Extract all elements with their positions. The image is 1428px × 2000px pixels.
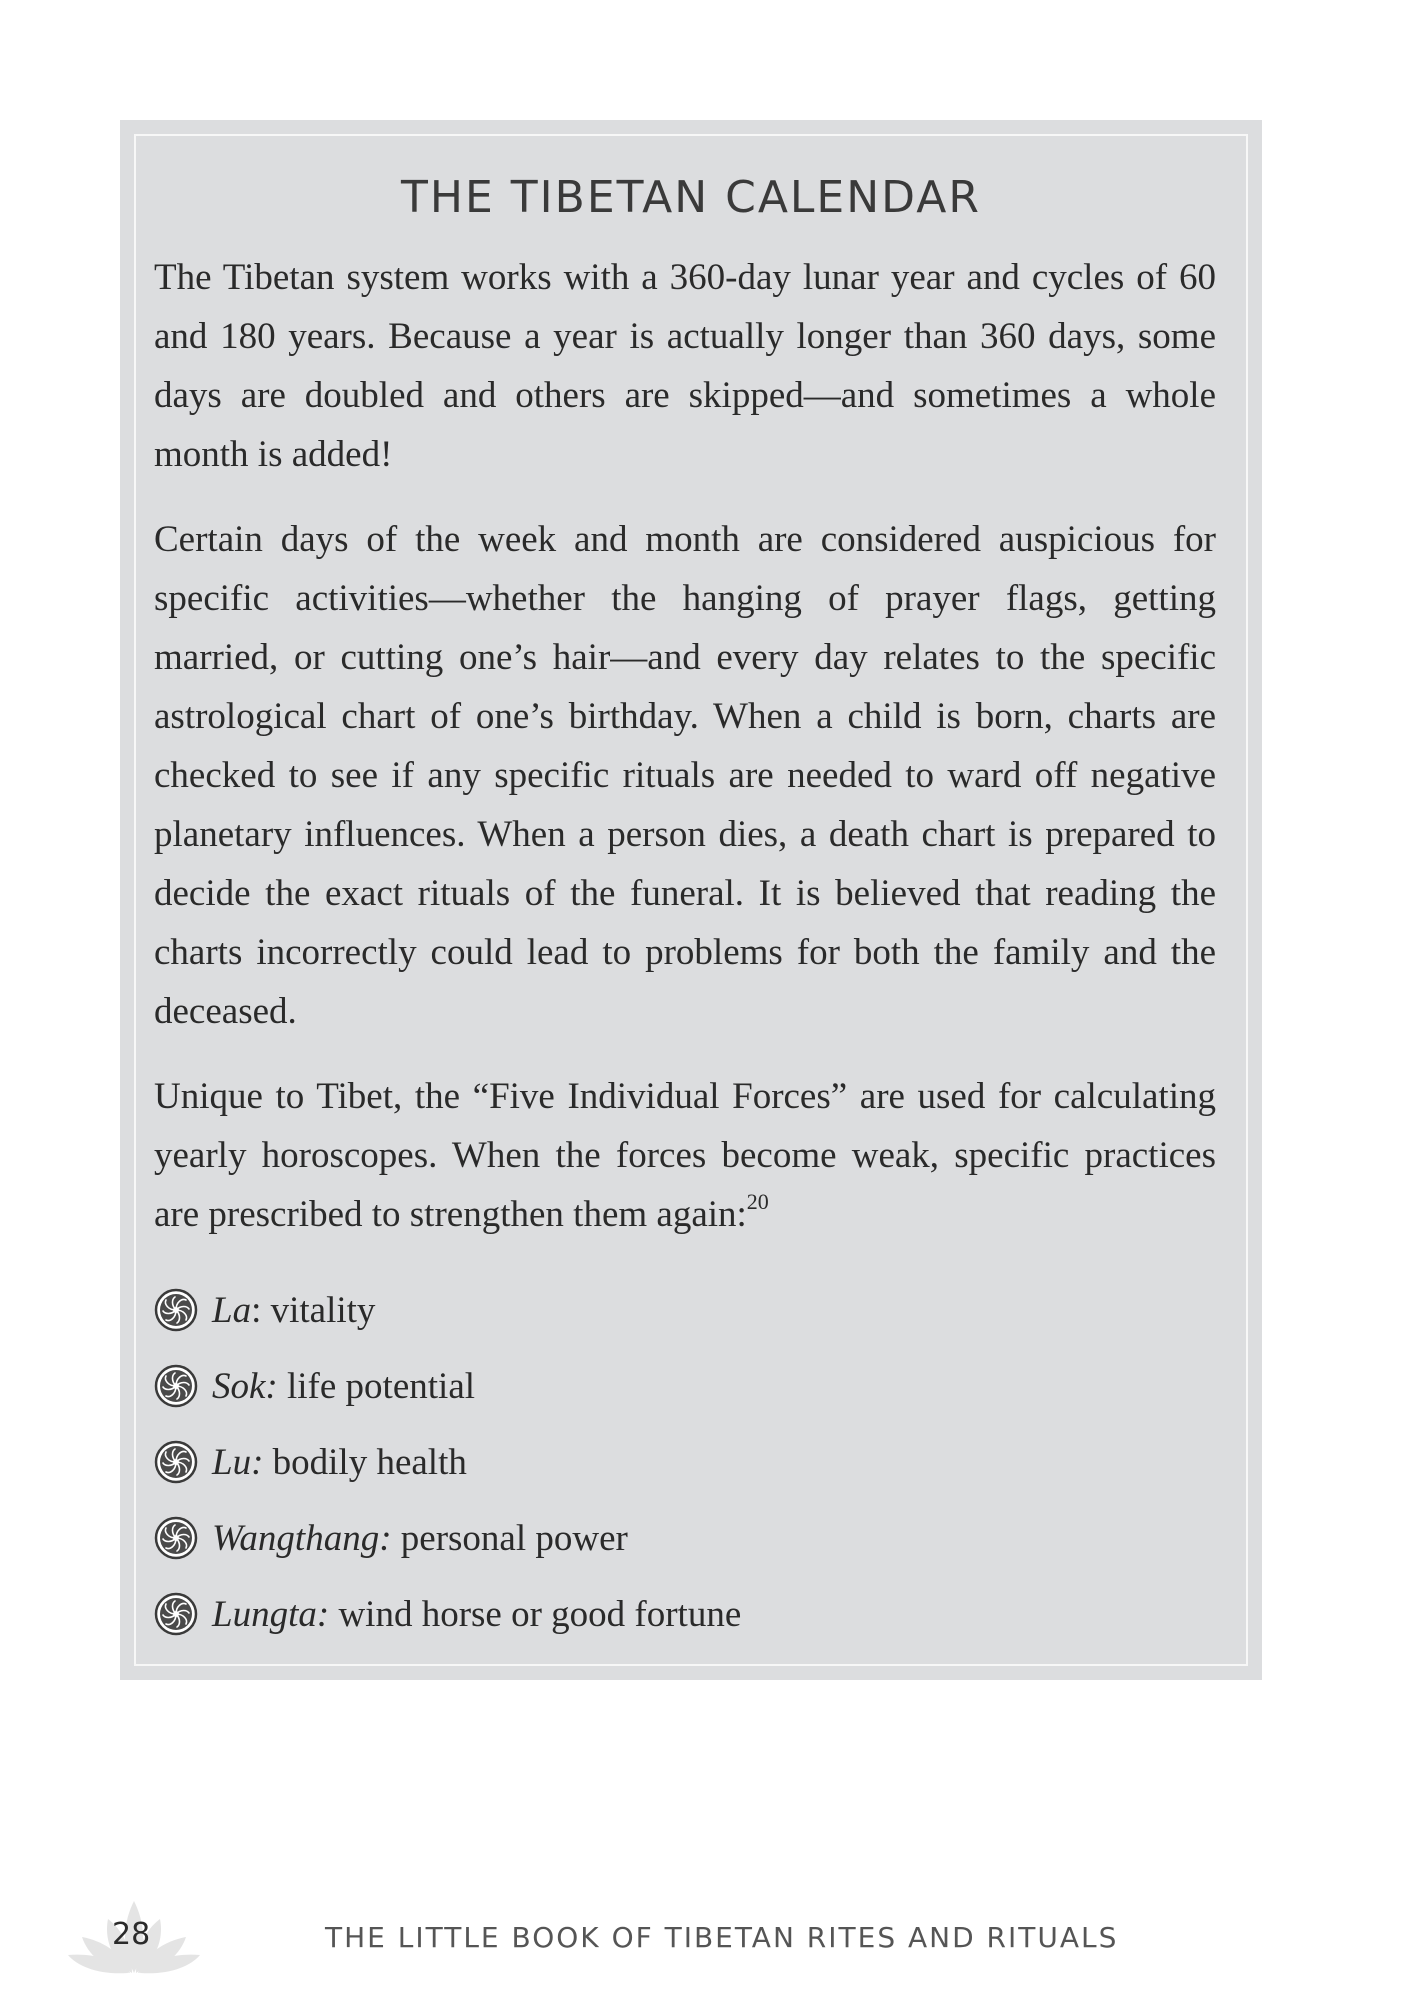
force-separator — [278, 1366, 287, 1407]
page-number: 28 — [112, 1917, 151, 1952]
force-meaning: bodily health — [272, 1441, 467, 1483]
force-meaning: vitality — [270, 1289, 376, 1331]
paragraph-five-forces-text: Unique to Tibet, the “Five Individual Forces” are used for calculating yearly horoscopes. When the forces become weak, specific practices are prescribed to strengthen them again: — [154, 1076, 1216, 1235]
swirl-rosette-icon — [154, 1516, 198, 1560]
paragraph-five-forces — [154, 1067, 1216, 1244]
paragraph-calendar-system: The Tibetan system works with a 360-day lunar year and cycles of 60 and 180 years. Because a year is actually longer than 360 days, some days are doubled and others are skipped—and sometimes a whole month is added! — [154, 257, 1216, 475]
force-term: Lungta: — [212, 1593, 330, 1635]
force-meaning: life potential — [287, 1365, 476, 1407]
list-item — [154, 1348, 1216, 1424]
running-title: THE LITTLE BOOK OF TIBETAN RITES AND RITUALS — [325, 1921, 1119, 1954]
force-meaning: wind horse or good fortune — [338, 1593, 742, 1635]
force-term: Lu: — [212, 1441, 264, 1483]
swirl-rosette-icon — [154, 1440, 198, 1484]
list-item — [154, 1424, 1216, 1500]
footnote-reference: 20 — [746, 1188, 769, 1214]
five-forces-list — [154, 1272, 1216, 1652]
swirl-rosette-icon — [154, 1364, 198, 1408]
page-footer — [0, 1895, 1428, 1975]
force-separator — [392, 1518, 401, 1559]
sidebar-title: THE TIBETAN CALENDAR — [401, 172, 981, 223]
swirl-rosette-icon — [154, 1592, 198, 1636]
paragraph-auspicious-days: Certain days of the week and month are considered auspicious for specific activities—whether the hanging of prayer flags, getting married, or cutting one’s hair—and every day relates to the specific astrological chart of one’s birthday. When a child is born, charts are checked to see if any specific rituals are needed to ward off negative planetary influences. When a person dies, a death chart is prepared to decide the exact rituals of the funeral. It is believed that reading the charts incorrectly could lead to problems for both the family and the deceased. — [154, 519, 1216, 1032]
force-term: La — [212, 1289, 252, 1331]
force-separator — [263, 1442, 272, 1483]
force-separator: : — [251, 1289, 271, 1331]
force-meaning: personal power — [400, 1517, 628, 1559]
list-item — [154, 1272, 1216, 1348]
sidebar-content — [154, 248, 1216, 1652]
force-term: Sok: — [212, 1365, 278, 1407]
list-item — [154, 1500, 1216, 1576]
force-term: Wangthang: — [212, 1517, 392, 1559]
swirl-rosette-icon — [154, 1288, 198, 1332]
list-item — [154, 1576, 1216, 1652]
